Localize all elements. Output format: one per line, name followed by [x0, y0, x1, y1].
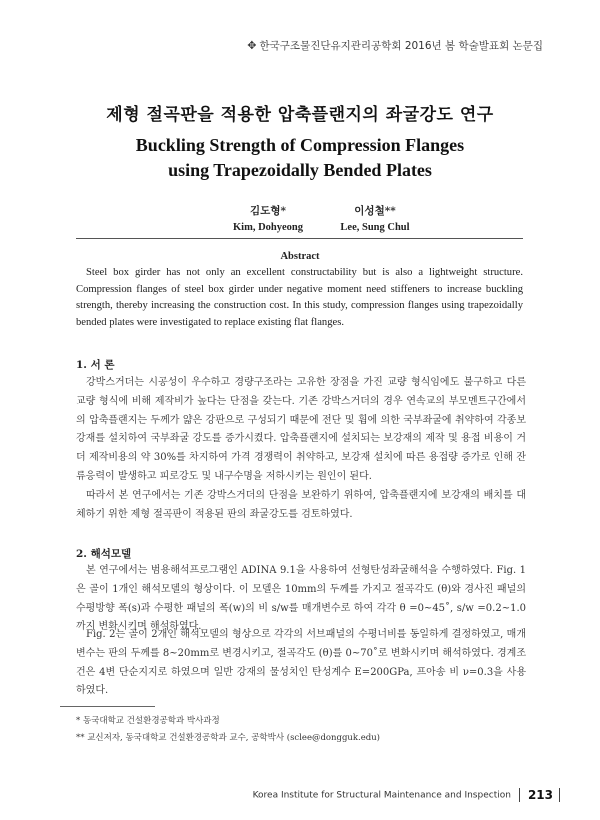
section-2-heading: 2. 해석모델	[76, 548, 132, 560]
footnote-1: * 동국대학교 건설환경공학과 박사과정	[76, 716, 220, 726]
footer-separator	[519, 788, 520, 802]
title-korean: 제형 절곡판을 적용한 압축플랜지의 좌굴강도 연구	[106, 105, 494, 125]
author-2	[320, 203, 430, 233]
author-1	[213, 203, 323, 233]
author-2-name-en: Lee, Sung Chul	[340, 222, 410, 233]
running-header	[247, 38, 543, 53]
header-divider	[76, 238, 523, 239]
footer-org: Korea Institute for Structural Maintenance and Inspection	[252, 790, 511, 801]
section-1-paragraph-2: 따라서 본 연구에서는 기존 강박스거더의 단점을 보완하기 위하여, 압축플랜지에 보강재의 배치를 대체하기 위한 제형 절곡판이 적용된 판의 좌굴강도를 검토하였다.	[76, 490, 526, 520]
abstract-body: Steel box girder has not only an excellent constructability but is also a lightweight structure. Compression flanges of steel box girder under negative moment need stiffeners to increase buckling strength, thereby increasing the construction cost. In this study, compression flanges using trapezoidally bended plates were investigated to replace existing flat flanges.	[76, 267, 523, 328]
section-2-paragraph-2: Fig. 2는 골이 2개인 해석모델의 형상으로 각각의 서브패널의 수평너비를 동일하게 결정하였고, 매개변수는 판의 두께를 8~20mm로 변경시키고, 절곡각도 (θ)를 0~70˚로 변화시키며 해석하였다. 경계조건은 4변 단순지지로 하였으며 일반 강재의 물성치인 탄성계수 E=200GPa, 프아송 비 ν=0.3을 사용하였다.	[76, 629, 526, 697]
section-2-paragraph-1: 본 연구에서는 범용해석프로그램인 ADINA 9.1을 사용하여 선형탄성좌굴해석을 수행하였다. Fig. 1은 골이 1개인 해석모델의 형상이다. 이 모델은 10mm의 두께를 가지고 절곡각도 (θ)와 경사진 패널의 수평방향 폭(s)과 수평한 패널의 폭(w)의 비 s/w를 매개변수로 하여 각각 θ =0~45˚, s/w =0.2~1.0까지 변화시키며 해석하였다.	[76, 565, 526, 633]
author-1-name-en: Kim, Dohyeong	[232, 222, 303, 233]
author-2-name-ko: 이성철**	[354, 205, 396, 217]
section-1-paragraph-1: 강박스거더는 시공성이 우수하고 경량구조라는 고유한 장점을 가진 교량 형식임에도 불구하고 다른 교량 형식에 비해 제작비가 높다는 단점을 갖는다. 기존 강박스거더의 경우 연속교의 부모멘트구간에서의 압축플랜지는 두께가 얇은 강판으로 구성되기 때문에 전단 및 휨에 의한 국부좌굴에 취약하여 각종보강재를 설치하여 국부좌굴 강도를 증가시켰다. 압축플랜지에 설치되는 보강재의 제작 및 용접 비용이 거더 제작비용의 약 30%를 차지하여 가격 경쟁력이 취약하고, 보강재 설치에 따른 용접량 증가로 인해 잔류응력이 발생하고 피로강도 및 내구수명을 저하시키는 원인이 된다.	[76, 377, 526, 482]
title-english-line-1: Buckling Strength of Compression Flanges	[135, 135, 465, 155]
abstract-heading: Abstract	[280, 251, 320, 262]
running-header-text: 한국구조물진단유지관리공학회 2016년 봄 학술발표회 논문집	[259, 40, 543, 52]
title-english-line-2: using Trapezoidally Bended Plates	[168, 160, 432, 180]
diamond-bullet-icon: ✥	[247, 39, 257, 52]
page-footer	[253, 788, 560, 802]
footer-end-rule	[559, 788, 560, 802]
section-1-heading: 1. 서 론	[76, 359, 115, 371]
footnote-2: ** 교신저자, 동국대학교 건설환경공학과 교수, 공학박사 (sclee@dongguk.edu)	[76, 733, 380, 743]
page-number: 213	[527, 788, 553, 802]
footnote-divider	[60, 706, 155, 707]
author-1-name-ko: 김도형*	[250, 205, 286, 217]
